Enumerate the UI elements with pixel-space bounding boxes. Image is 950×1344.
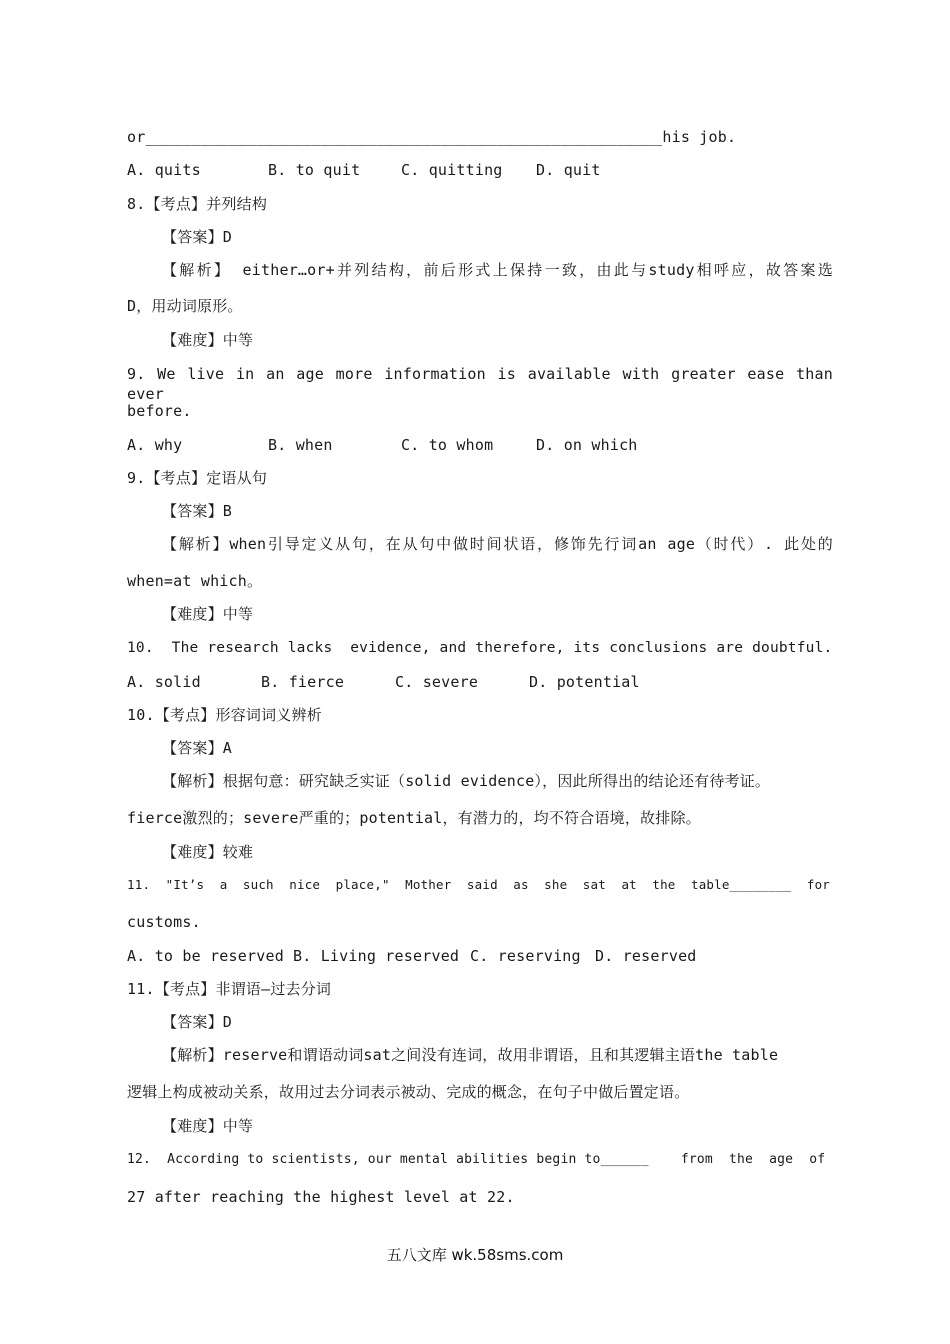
question-12-stem-cont: 27 after reaching the highest level at 22. <box>127 1188 515 1206</box>
q11-difficulty: 【难度】中等 <box>162 1117 254 1135</box>
q11-key-point: 11.【考点】非谓语—过去分词 <box>127 980 332 998</box>
q10-analysis: 【解析】根据句意：研究缺乏实证（solid evidence），因此所得出的结论还有待考证。 <box>162 772 771 790</box>
q8-difficulty: 【难度】中等 <box>162 331 254 349</box>
option-d: D. quit <box>536 161 601 179</box>
question-9-options <box>127 435 833 455</box>
q9-key-point: 9.【考点】定语从句 <box>127 469 268 487</box>
q8-analysis: 【解析】 either…or+并列结构，前后形式上保持一致，由此与study相呼应，故答案选 <box>162 261 833 279</box>
option-a: A. to be reserved <box>127 947 284 965</box>
q9-difficulty: 【难度】中等 <box>162 605 254 623</box>
option-a: A. solid <box>127 673 201 691</box>
question-7-options <box>127 160 833 180</box>
q9-analysis-cont: when=at which。 <box>127 572 263 590</box>
q9-answer: 【答案】B <box>162 502 233 520</box>
option-b: B. to quit <box>268 161 361 179</box>
question-7-stem-end: or________________________________________________________his job. <box>127 128 737 146</box>
option-a: A. quits <box>127 161 201 179</box>
option-b: B. fierce <box>261 673 345 691</box>
question-11-stem-cont: customs. <box>127 913 201 931</box>
question-10-options <box>127 672 833 692</box>
option-c: C. severe <box>395 673 479 691</box>
option-a: A. why <box>127 436 183 454</box>
question-11-stem: 11. "It’s a such nice place," Mother said as she sat at the table________ for <box>127 877 831 892</box>
q11-analysis-cont: 逻辑上构成被动关系，故用过去分词表示被动、完成的概念，在句子中做后置定语。 <box>127 1083 690 1101</box>
option-b: B. when <box>268 436 333 454</box>
option-c: C. to whom <box>401 436 494 454</box>
question-10-stem: 10. The research lacks evidence, and therefore, its conclusions are doubtful. <box>127 640 833 656</box>
option-d: D. reserved <box>595 947 697 965</box>
option-d: D. on which <box>536 436 638 454</box>
question-12-stem: 12. According to scientists, our mental abilities begin to______ from the age of <box>127 1152 826 1167</box>
question-11-options <box>127 946 833 966</box>
q9-analysis: 【解析】when引导定义从句，在从句中做时间状语，修饰先行词an age（时代）. 此处的 <box>162 535 833 553</box>
q8-key-point: 8.【考点】并列结构 <box>127 195 268 213</box>
question-9-stem: 9. We live in an age more information is available with greater ease than ever <box>127 365 833 403</box>
option-c: C. quitting <box>401 161 503 179</box>
option-c: C. reserving <box>470 947 581 965</box>
question-9-stem-cont: before. <box>127 402 192 420</box>
q11-answer: 【答案】D <box>162 1013 233 1031</box>
q10-key-point: 10.【考点】形容词词义辨析 <box>127 706 322 724</box>
q8-analysis-cont: D，用动词原形。 <box>127 297 243 315</box>
q10-difficulty: 【难度】较难 <box>162 843 254 861</box>
option-b: B. Living reserved <box>293 947 460 965</box>
page-footer: 五八文库 wk.58sms.com <box>386 1246 564 1264</box>
option-d: D. potential <box>529 673 640 691</box>
q11-analysis: 【解析】reserve和谓语动词sat之间没有连词，故用非谓语，且和其逻辑主语the table <box>162 1046 779 1064</box>
q8-answer: 【答案】D <box>162 228 233 246</box>
q10-answer: 【答案】A <box>162 739 233 757</box>
q10-analysis-cont: fierce激烈的；severe严重的；potential，有潜力的，均不符合语境，故排除。 <box>127 809 701 827</box>
